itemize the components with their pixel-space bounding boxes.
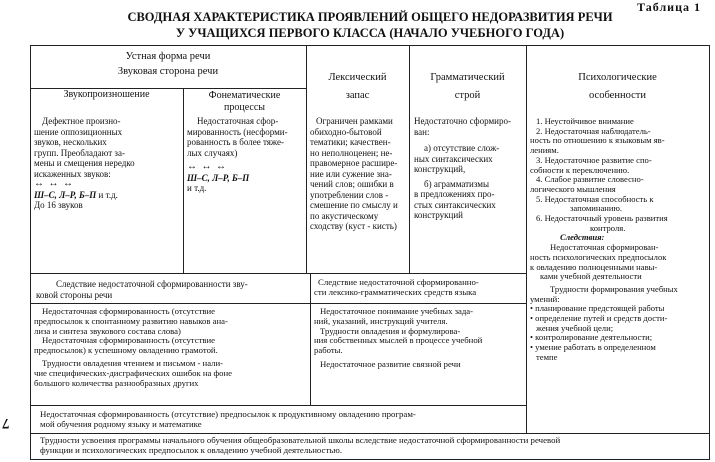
- table-title-line-2: У УЧАЩИХСЯ ПЕРВОГО КЛАССА (НАЧАЛО УЧЕБНОГО ГОДА): [175, 26, 565, 40]
- table-number: Таблица 1: [637, 0, 701, 14]
- header-lexical: Лексический запас: [328, 72, 387, 101]
- lexgram-effects: Недостаточное понимание учебных зада- ний, указаний, инструкций учителя. Трудности овладения и формулирова- ния собственных мыслей в процессе учебной работы. Недостаточное развитие связной речи: [314, 306, 483, 369]
- productive-mastery-row: Недостаточная сформированность (отсутствие) предпосылок к продуктивному овладению програм- мой обучения родному языку и математике: [40, 409, 416, 429]
- side-page-number: 7: [2, 415, 10, 431]
- phonemic-description: Недостаточная сфор- мированность (несформи- рованность в более тяже- лых случаях) ↔ ↔ ↔ Ш–С, Л–Р, Б–П и т.д.: [187, 116, 305, 194]
- header-psychological: Психологические особенности: [578, 72, 657, 101]
- header-pronunciation: Звукопроизношение: [63, 89, 150, 100]
- consequence-lexgram: Следствие недостаточной сформированно- сти лексико-грамматических средств языка: [314, 277, 479, 297]
- grammar-description: Недостаточно сформиро- ван: а) отсутствие слож- ных синтаксических конструкций, б) аграмматизмы в предложениях про- стых синтаксических конструкций: [414, 116, 511, 220]
- pronunciation-description: Дефектное произно- шение оппозиционных звуков, нескольких групп. Преобладают за- мены и смещения нередко искаженных звуков: ↔ ↔ ↔ Ш–С, Л–Р, Б–П и т.д. До 16 звуков: [34, 116, 182, 211]
- psych-description: 1. Неустойчивое внимание 2. Недостаточная наблюдатель- ность по отношению к языковым яв- лениям. 3. Недостаточное развитие спо- собности к переключению. 4. Слабое развитие словесно- логического мышления 5. Недостаточная способность к запоминанию. 6. Недостаточный уровень развития контроля. Следствия: Недостаточная сформирован- ность психологических предпосылок к овладению полноценными навы- ками учебной деятельности Трудности формирования учебных умений: • планирование предстоящей работы • определение путей и средств дости- жения учебной цели; • контролирование деятельности; • умение работать в определенном темпе: [530, 117, 708, 363]
- header-grammatical: Грамматический строй: [430, 72, 505, 101]
- header-sound-side: Звуковая сторона речи: [117, 66, 219, 77]
- header-phonemic: Фонематические процессы: [208, 90, 281, 113]
- table-title-line-1: СВОДНАЯ ХАРАКТЕРИСТИКА ПРОЯВЛЕНИЙ ОБЩЕГО НЕДОРАЗВИТИЯ РЕЧИ: [127, 10, 613, 24]
- lexical-description: Ограничен рамками обиходно-бытовой тематики; качествен- но неполноценен; не- правомерное расшире- ние или сужение зна- чений слов; ошибки в употреблении слов - смешение по смыслу и по акустическому сходству (куст - кисть): [310, 116, 398, 231]
- consequences-label: Следствия:: [560, 232, 605, 243]
- final-summary-row: Трудности усвоения программы начального обучения общеобразовательной школы вследствие недостаточной сформированности речевой функции и психологических предпосылок к овладению учебной деятельностью.: [40, 435, 561, 455]
- header-oral-form: Устная форма речи: [125, 51, 211, 62]
- swap-arrows-icon: ↔ ↔ ↔: [187, 161, 227, 172]
- consequence-sound-side: Следствие недостаточной сформированности зву- ковой стороны речи: [36, 279, 248, 300]
- swap-arrows-icon: ↔ ↔ ↔: [34, 178, 74, 189]
- sound-side-effects: Недостаточная сформированность (отсутствие предпосылок к спонтанному развитию навыков ана- лиза и синтеза звукового состава слова) Недостаточная сформированность (отсутствие предпосылок) к успешному овладению грамотой. Трудности овладения чтением и письмом - нали- чие специфических-дисграфических ошибок на фоне большого количества разнообразных других: [34, 306, 233, 388]
